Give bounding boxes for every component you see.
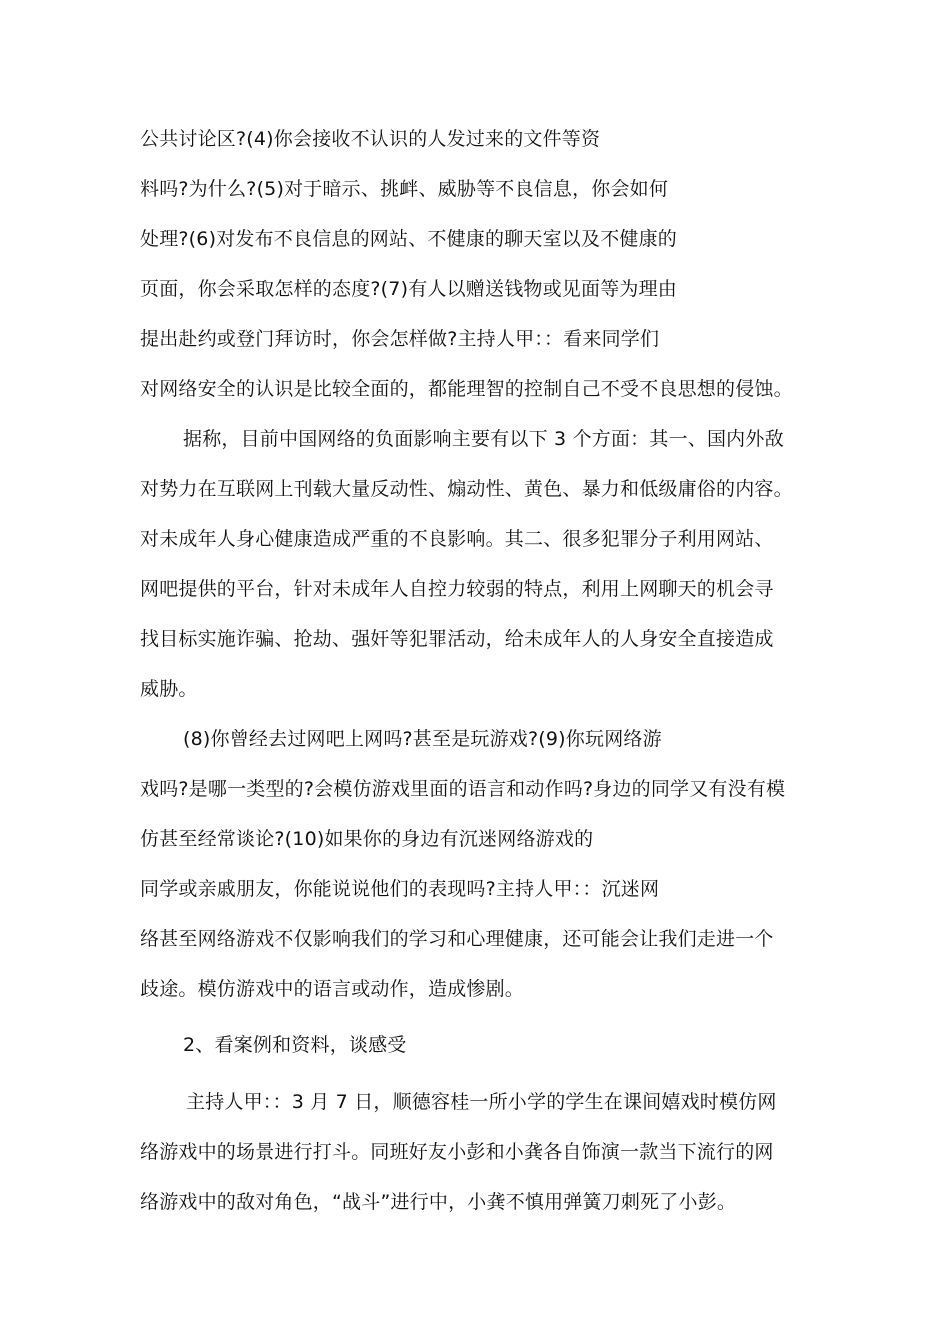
text-line: 公共讨论区?(4)你会接收不认识的人发过来的文件等资 [140,128,601,150]
text-line: 戏吗?是哪一类型的?会模仿游戏里面的语言和动作吗?身边的同学又有没有模 [140,778,786,800]
text-line: 同学或亲戚朋友，你能说说他们的表现吗?主持人甲：：沉迷网 [140,878,660,900]
text-line: 料吗?为什么?(5)对于暗示、挑衅、威胁等不良信息，你会如何 [140,178,669,200]
text-line: 威胁。 [140,678,198,700]
text-line: 络甚至网络游戏不仅影响我们的学习和心理健康，还可能会让我们走进一个 [140,928,774,950]
paragraph-first-line: 主持人甲：：3 月 7 日，顺德容桂一所小学的学生在课间嬉戏时模仿网 [186,1091,777,1113]
text-line: 处理?(6)对发布不良信息的网站、不健康的聊天室以及不健康的 [140,228,677,250]
text-line: 提出赴约或登门拜访时，你会怎样做?主持人甲：：看来同学们 [140,328,660,350]
text-line: 歧途。模仿游戏中的语言或动作，造成惨剧。 [140,978,525,1000]
text-line: 网吧提供的平台，针对未成年人自控力较弱的特点，利用上网聊天的机会寻 [140,578,774,600]
text-line: 仿甚至经常谈论?(10)如果你的身边有沉迷网络游戏的 [140,828,594,850]
text-line: 找目标实施诈骗、抢劫、强奸等犯罪活动，给未成年人的人身安全直接造成 [140,628,774,650]
text-line: 对势力在互联网上刊载大量反动性、煽动性、黄色、暴力和低级庸俗的内容。 [140,478,793,500]
paragraph-first-line: (8)你曾经去过网吧上网吗?甚至是玩游戏?(9)你玩网络游 [183,728,662,750]
text-line: 对未成年人身心健康造成严重的不良影响。其二、很多犯罪分子利用网站、 [140,528,774,550]
text-line: 络游戏中的场景进行打斗。同班好友小彭和小龚各自饰演一款当下流行的网 [140,1141,774,1163]
paragraph-first-line: 据称，目前中国网络的负面影响主要有以下 3 个方面：其一、国内外敌 [183,428,784,450]
text-line: 络游戏中的敌对角色，“战斗”进行中，小龚不慎用弹簧刀刺死了小彭。 [140,1191,737,1213]
section-heading: 2、看案例和资料，谈感受 [183,1034,407,1056]
text-line: 页面，你会采取怎样的态度?(7)有人以赠送钱物或见面等为理由 [140,278,677,300]
text-line: 对网络安全的认识是比较全面的，都能理智的控制自己不受不良思想的侵蚀。 [140,378,793,400]
